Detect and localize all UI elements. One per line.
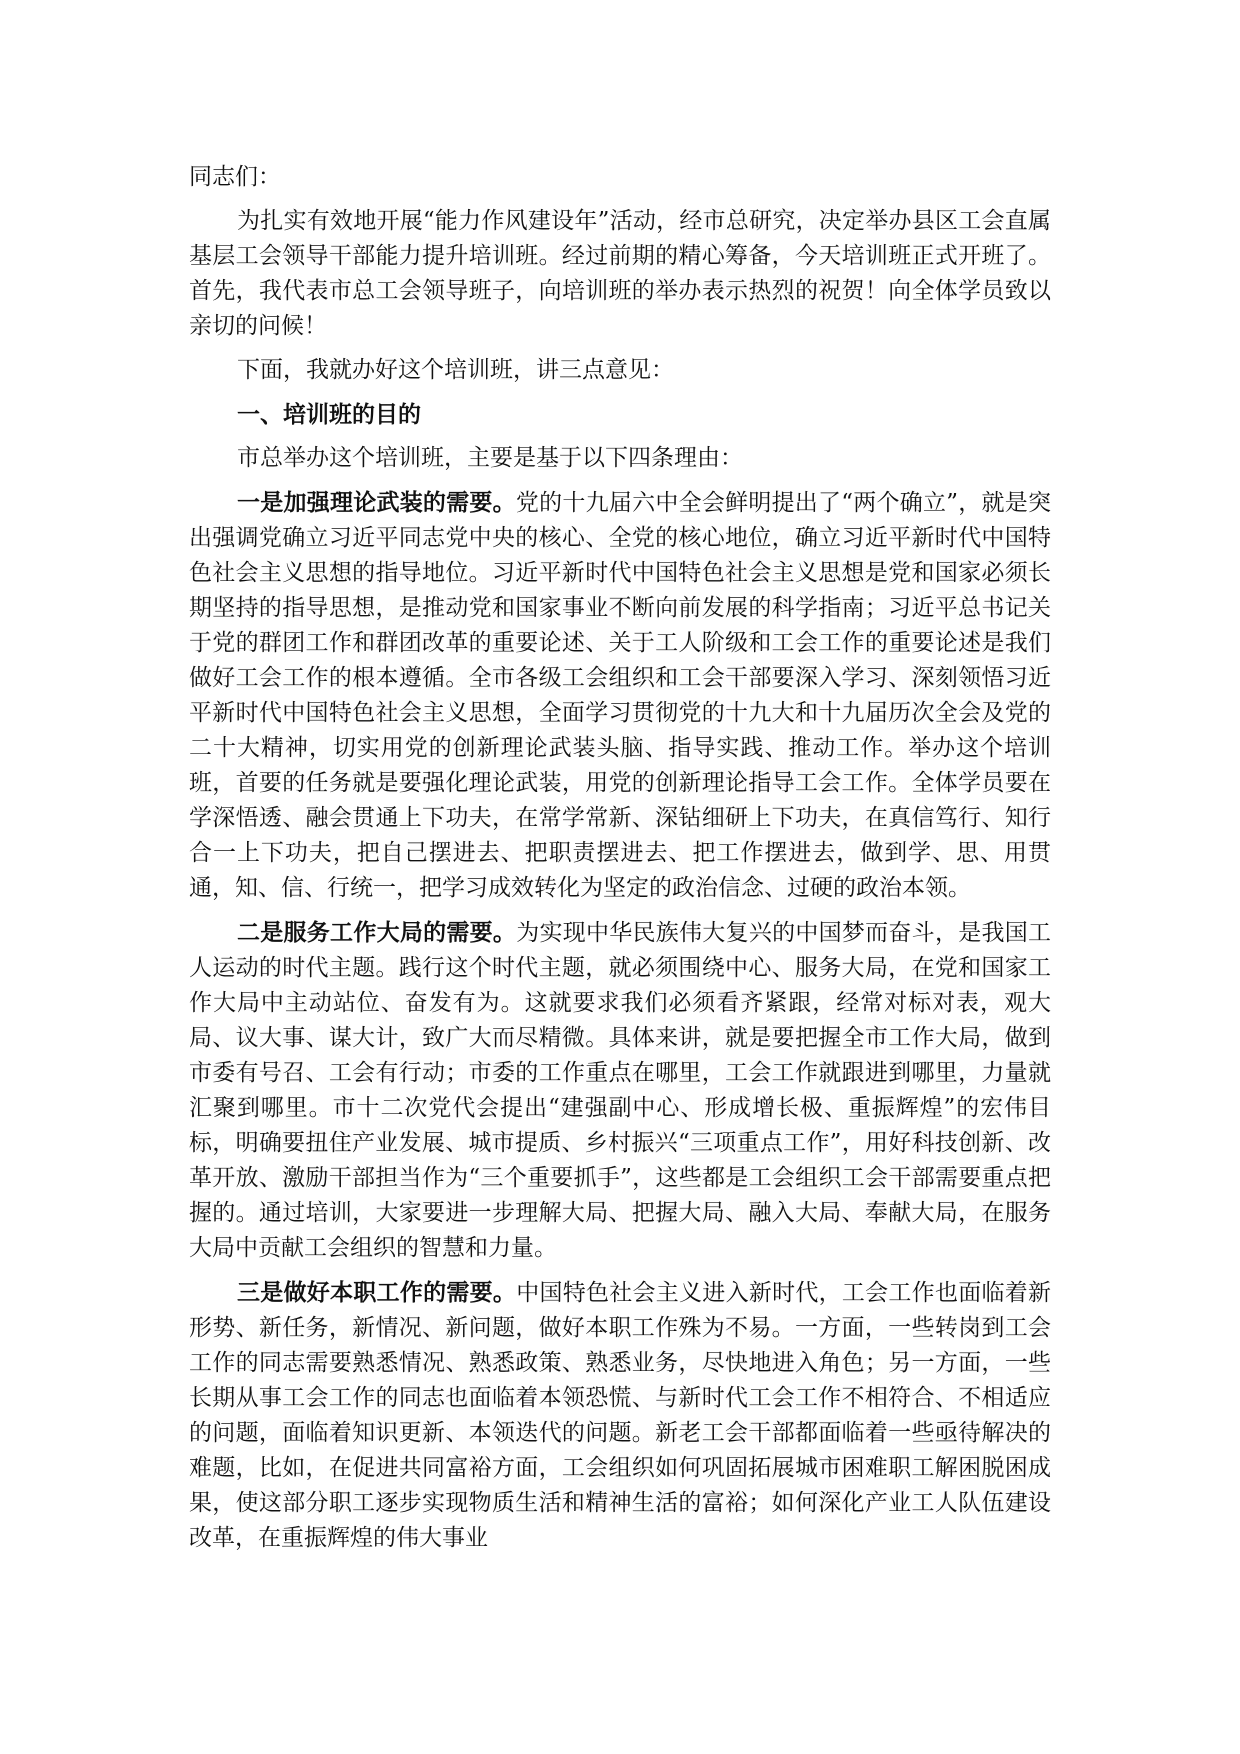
point-lead-2: 二是服务工作大局的需要。 xyxy=(237,919,517,946)
section-intro-paragraph: 市总举办这个培训班，主要是基于以下四条理由： xyxy=(237,445,743,471)
section-heading: 一、培训班的目的 xyxy=(237,401,421,428)
salutation: 同志们： xyxy=(189,164,281,190)
point-paragraph-2 xyxy=(189,915,1051,1266)
point-paragraph-1 xyxy=(189,485,1051,906)
point-text-1: 党的十九届六中全会鲜明提出了“两个确立”，就是突出强调党确立习近平同志党中央的核心、全党的核心地位，确立习近平新时代中国特色社会主义思想的指导地位。习近平新时代中国特色社会主义思想是党和国家必须长期坚持的指导思想，是推动党和国家事业不断向前发展的科学指南；习近平总书记关于党的群团工作和群团改革的重要论述、关于工人阶级和工会工作的重要论述是我们做好工会工作的根本遵循。全市各级工会组织和工会干部要深入学习、深刻领悟习近平新时代中国特色社会主义思想，全面学习贯彻党的十九大和十九届历次全会及党的二十大精神，切实用党的创新理论武装头脑、指导实践、推动工作。举办这个培训班，首要的任务就是要强化理论武装，用党的创新理论指导工会工作。全体学员要在学深悟透、融会贯通上下功夫，在常学常新、深钻细研上下功夫，在真信笃行、知行合一上下功夫，把自己摆进去、把职责摆进去、把工作摆进去，做到学、思、用贯通，知、信、行统一，把学习成效转化为坚定的政治信念、过硬的政治本领。 xyxy=(189,490,1051,901)
point-lead-1: 一是加强理论武装的需要。 xyxy=(237,489,516,516)
document-body xyxy=(189,160,1051,1565)
intro-paragraph: 为扎实有效地开展“能力作风建设年”活动，经市总研究，决定举办县区工会直属基层工会领导干部能力提升培训班。经过前期的精心筹备，今天培训班正式开班了。首先，我代表市总工会领导班子，向培训班的举办表示热烈的祝贺！向全体学员致以亲切的问候！ xyxy=(189,208,1051,339)
point-lead-3: 三是做好本职工作的需要。 xyxy=(237,1279,517,1306)
point-text-2: 为实现中华民族伟大复兴的中国梦而奋斗，是我国工人运动的时代主题。践行这个时代主题，就必须围绕中心、服务大局，在党和国家工作大局中主动站位、奋发有为。这就要求我们必须看齐紧跟，经常对标对表，观大局、议大事、谋大计，致广大而尽精微。具体来讲，就是要把握全市工作大局，做到市委有号召、工会有行动；市委的工作重点在哪里，工会工作就跟进到哪里，力量就汇聚到哪里。市十二次党代会提出“建强副中心、形成增长极、重振辉煌”的宏伟目标，明确要扭住产业发展、城市提质、乡村振兴“三项重点工作”，用好科技创新、改革开放、激励干部担当作为“三个重要抓手”，这些都是工会组织工会干部需要重点把握的。通过培训，大家要进一步理解大局、把握大局、融入大局、奉献大局，在服务大局中贡献工会组织的智慧和力量。 xyxy=(189,920,1052,1261)
point-text-3: 中国特色社会主义进入新时代，工会工作也面临着新形势、新任务，新情况、新问题，做好本职工作殊为不易。一方面，一些转岗到工会工作的同志需要熟悉情况、熟悉政策、熟悉业务，尽快地进入角色；另一方面，一些长期从事工会工作的同志也面临着本领恐慌、与新时代工会工作不相符合、不相适应的问题，面临着知识更新、本领迭代的问题。新老工会干部都面临着一些亟待解决的难题，比如，在促进共同富裕方面，工会组织如何巩固拓展城市困难职工解困脱困成果，使这部分职工逐步实现物质生活和精神生活的富裕；如何深化产业工人队伍建设改革，在重振辉煌的伟大事业 xyxy=(189,1280,1052,1551)
point-paragraph-3 xyxy=(189,1275,1051,1556)
transition-paragraph: 下面，我就办好这个培训班，讲三点意见： xyxy=(237,357,674,383)
